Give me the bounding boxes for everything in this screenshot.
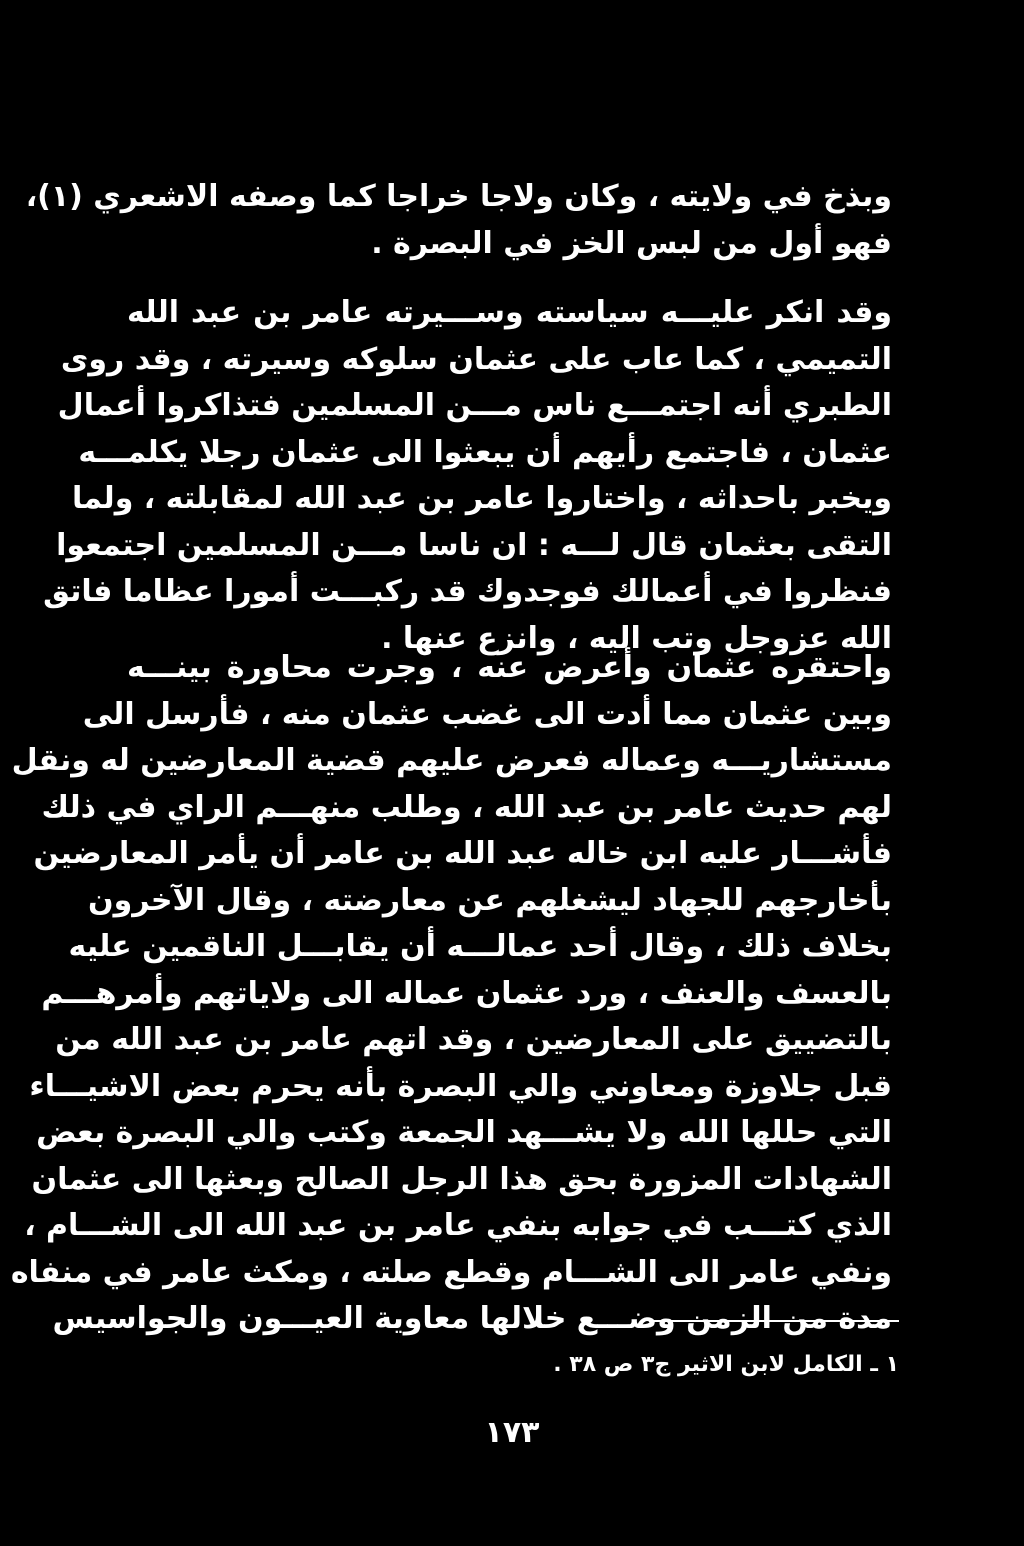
text-line: بالتضييق على المعارضين ، وقد اتهم عامر بن عبد الله من	[55, 1022, 892, 1057]
paragraph-2	[43, 290, 892, 662]
text-line: فهو أول من لبس الخز في البصرة .	[371, 225, 892, 261]
footnote-divider	[649, 1320, 899, 1322]
text-line: التي حللها الله ولا يشـــهد الجمعة وكتب والي البصرة بعض	[36, 1115, 892, 1150]
text-line: عثمان ، فاجتمع رأيهم أن يبعثوا الى عثمان رجلا يكلمـــه	[78, 434, 892, 470]
page-number: ١٧٣	[484, 1415, 540, 1450]
text-line: واحتقره عثمان وأعرض عنه ، وجرت محاورة بينـــه	[127, 650, 892, 685]
text-line: وبين عثمان مما أدت الى غضب عثمان منه ، فأرسل الى	[82, 696, 892, 732]
text-line: الذي كتـــب في جوابه بنفي عامر بن عبد الله الى الشـــام ،	[24, 1208, 892, 1243]
text-line: التقى بعثمان قال لـــه : ان ناسا مـــن المسلمين اجتمعوا	[56, 527, 892, 563]
text-line: الطبري أنه اجتمـــع ناس مـــن المسلمين فتذاكروا أعمال	[57, 388, 892, 423]
text-line: ويخبر باحداثه ، واختاروا عامر بن عبد الله لمقابلته ، ولما	[72, 481, 892, 516]
text-line: بأخارجهم للجهاد ليشغلهم عن معارضته ، وقال الآخرون	[88, 882, 892, 918]
paragraph-1	[25, 174, 892, 267]
footnote: ١ ـ الكامل لابن الاثير ج٣ ص ٣٨ .	[553, 1352, 899, 1377]
text-line: بالعسف والعنف ، ورد عثمان عماله الى ولاياتهم وأمرهـــم	[41, 975, 892, 1011]
text-line: مستشاريـــه وعماله فعرض عليهم قضية المعارضين له ونقل	[11, 743, 892, 778]
text-line: وقد انكر عليـــه سياسته وســـيرته عامر بن عبد الله	[127, 295, 892, 330]
text-line: الله عزوجل وتب اليه ، وانزع عنها .	[381, 620, 892, 656]
text-line: الشهادات المزورة بحق هذا الرجل الصالح وبعثها الى عثمان	[31, 1161, 892, 1197]
paragraph-3	[10, 645, 892, 1343]
text-line: قبل جلاوزة ومعاوني والي البصرة بأنه يحرم بعض الاشيـــاء	[29, 1068, 892, 1104]
text-line: التميمي ، كما عاب على عثمان سلوكه وسيرته ، وقد روى	[60, 341, 892, 377]
text-line: لهم حديث عامر بن عبد الله ، وطلب منهـــم الراي في ذلك	[41, 789, 892, 825]
text-line: مدة من الزمن وضـــع خلالها معاوية العيـــون والجواسيس	[52, 1301, 892, 1336]
text-line: فأشـــار عليه ابن خاله عبد الله بن عامر أن يأمر المعارضين	[33, 836, 892, 871]
text-line: فنظروا في أعمالك فوجدوك قد ركبـــت أمورا عظاما فاتق	[43, 574, 892, 609]
text-line: ونفي عامر الى الشـــام وقطع صلته ، ومكث عامر في منفاه	[10, 1254, 892, 1290]
text-line: بخلاف ذلك ، وقال أحد عمالـــه أن يقابـــل الناقمين عليه	[68, 929, 892, 964]
text-line: وبذخ في ولايته ، وكان ولاجا خراجا كما وصفه الاشعري (١)،	[25, 179, 892, 214]
